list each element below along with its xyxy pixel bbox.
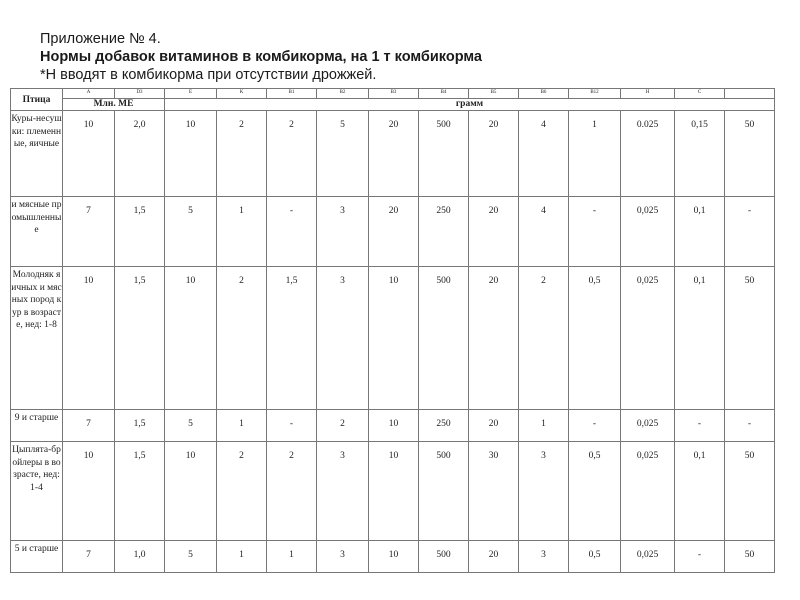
value-cell: 20 xyxy=(469,197,519,267)
vitamin-header: H xyxy=(621,89,675,99)
value-cell: 10 xyxy=(369,442,419,541)
value-cell: - xyxy=(725,410,775,442)
value-cell: 1,5 xyxy=(115,197,165,267)
value-cell: 3 xyxy=(317,442,369,541)
value-cell: 50 xyxy=(725,442,775,541)
value-cell: 250 xyxy=(419,410,469,442)
bird-cell: 9 и старше xyxy=(11,410,63,442)
value-cell: 5 xyxy=(317,111,369,197)
value-cell: 10 xyxy=(63,267,115,410)
value-cell: 4 xyxy=(519,111,569,197)
value-cell: 20 xyxy=(369,197,419,267)
value-cell: 1 xyxy=(217,541,267,573)
value-cell: 0,1 xyxy=(675,442,725,541)
value-cell: 1 xyxy=(519,410,569,442)
value-cell: - xyxy=(675,541,725,573)
value-cell: 1,5 xyxy=(115,442,165,541)
value-cell: 0,025 xyxy=(621,267,675,410)
value-cell: 10 xyxy=(369,541,419,573)
bird-cell: Цыплята-бройлеры в возрасте, нед: 1-4 xyxy=(11,442,63,541)
value-cell: 20 xyxy=(469,541,519,573)
value-cell: 10 xyxy=(165,111,217,197)
value-cell: 4 xyxy=(519,197,569,267)
vitamin-header: E xyxy=(165,89,217,99)
value-cell: 1 xyxy=(217,410,267,442)
unit-gram: грамм xyxy=(165,99,775,111)
unit-header-row xyxy=(11,99,775,111)
table-body xyxy=(11,111,775,573)
value-cell: 500 xyxy=(419,442,469,541)
value-cell: 2 xyxy=(217,442,267,541)
value-cell: 2 xyxy=(217,111,267,197)
value-cell: 10 xyxy=(165,267,217,410)
value-cell: 7 xyxy=(63,410,115,442)
table-row xyxy=(11,541,775,573)
value-cell: 1 xyxy=(267,541,317,573)
bird-cell: Куры-несушки: племенные, яичные xyxy=(11,111,63,197)
value-cell: 1 xyxy=(217,197,267,267)
value-cell: 20 xyxy=(469,410,519,442)
value-cell: 3 xyxy=(317,267,369,410)
value-cell: 0,5 xyxy=(569,541,621,573)
value-cell: 3 xyxy=(317,541,369,573)
appendix-label: Приложение № 4. xyxy=(40,31,161,47)
table-row xyxy=(11,111,775,197)
value-cell: 0,5 xyxy=(569,442,621,541)
vitamin-header: B4 xyxy=(419,89,469,99)
value-cell: 5 xyxy=(165,197,217,267)
vitamin-header: B6 xyxy=(519,89,569,99)
value-cell: 2 xyxy=(317,410,369,442)
vitamin-header: B2 xyxy=(317,89,369,99)
vitamin-header: B1 xyxy=(267,89,317,99)
value-cell: 5 xyxy=(165,541,217,573)
vitamin-header xyxy=(725,89,775,99)
value-cell: 1,5 xyxy=(115,267,165,410)
vitamin-header: B5 xyxy=(469,89,519,99)
bird-column-header: Птица xyxy=(11,89,63,111)
vitamin-header-row xyxy=(11,89,775,99)
value-cell: 2 xyxy=(267,442,317,541)
value-cell: 0.025 xyxy=(621,111,675,197)
vitamin-header: C xyxy=(675,89,725,99)
value-cell: 7 xyxy=(63,541,115,573)
value-cell: 10 xyxy=(369,410,419,442)
vitamin-header: A xyxy=(63,89,115,99)
value-cell: 3 xyxy=(317,197,369,267)
vitamin-header: D3 xyxy=(115,89,165,99)
value-cell: 7 xyxy=(63,197,115,267)
value-cell: 0,025 xyxy=(621,197,675,267)
vitamin-header: B3 xyxy=(369,89,419,99)
value-cell: 0,1 xyxy=(675,267,725,410)
value-cell: 500 xyxy=(419,267,469,410)
value-cell: - xyxy=(725,197,775,267)
value-cell: 10 xyxy=(369,267,419,410)
vitamin-header: K xyxy=(217,89,267,99)
value-cell: - xyxy=(569,410,621,442)
value-cell: 500 xyxy=(419,111,469,197)
table-row xyxy=(11,442,775,541)
value-cell: 2 xyxy=(267,111,317,197)
bird-cell: Молодняк яичных и мясных пород кур в возрасте, нед: 1-8 xyxy=(11,267,63,410)
document-heading xyxy=(40,30,482,84)
value-cell: 1,0 xyxy=(115,541,165,573)
document-note: *Н вводят в комбикорма при отсутствии дрожжей. xyxy=(40,67,377,83)
value-cell: 0,1 xyxy=(675,197,725,267)
value-cell: 10 xyxy=(63,111,115,197)
vitamin-norms-table xyxy=(10,88,775,573)
bird-cell: и мясные промышленные xyxy=(11,197,63,267)
value-cell: 3 xyxy=(519,442,569,541)
value-cell: 1,5 xyxy=(115,410,165,442)
value-cell: 0,025 xyxy=(621,442,675,541)
value-cell: 0,025 xyxy=(621,541,675,573)
value-cell: - xyxy=(569,197,621,267)
table-row xyxy=(11,267,775,410)
value-cell: 0,15 xyxy=(675,111,725,197)
value-cell: 20 xyxy=(469,267,519,410)
document-title: Нормы добавок витаминов в комбикорма, на 1 т комбикорма xyxy=(40,49,482,65)
value-cell: 250 xyxy=(419,197,469,267)
value-cell: 0,025 xyxy=(621,410,675,442)
value-cell: - xyxy=(267,197,317,267)
value-cell: 2 xyxy=(519,267,569,410)
value-cell: 30 xyxy=(469,442,519,541)
value-cell: 20 xyxy=(369,111,419,197)
value-cell: 5 xyxy=(165,410,217,442)
value-cell: 500 xyxy=(419,541,469,573)
value-cell: 1 xyxy=(569,111,621,197)
table-row xyxy=(11,197,775,267)
unit-mln-me: Млн. МЕ xyxy=(63,99,165,111)
value-cell: - xyxy=(267,410,317,442)
value-cell: 50 xyxy=(725,111,775,197)
value-cell: 2 xyxy=(217,267,267,410)
table-row xyxy=(11,410,775,442)
value-cell: 0,5 xyxy=(569,267,621,410)
value-cell: 50 xyxy=(725,541,775,573)
value-cell: 10 xyxy=(165,442,217,541)
bird-cell: 5 и старше xyxy=(11,541,63,573)
value-cell: 3 xyxy=(519,541,569,573)
value-cell: 1,5 xyxy=(267,267,317,410)
value-cell: 20 xyxy=(469,111,519,197)
value-cell: 10 xyxy=(63,442,115,541)
value-cell: - xyxy=(675,410,725,442)
vitamin-header: B12 xyxy=(569,89,621,99)
value-cell: 2,0 xyxy=(115,111,165,197)
value-cell: 50 xyxy=(725,267,775,410)
